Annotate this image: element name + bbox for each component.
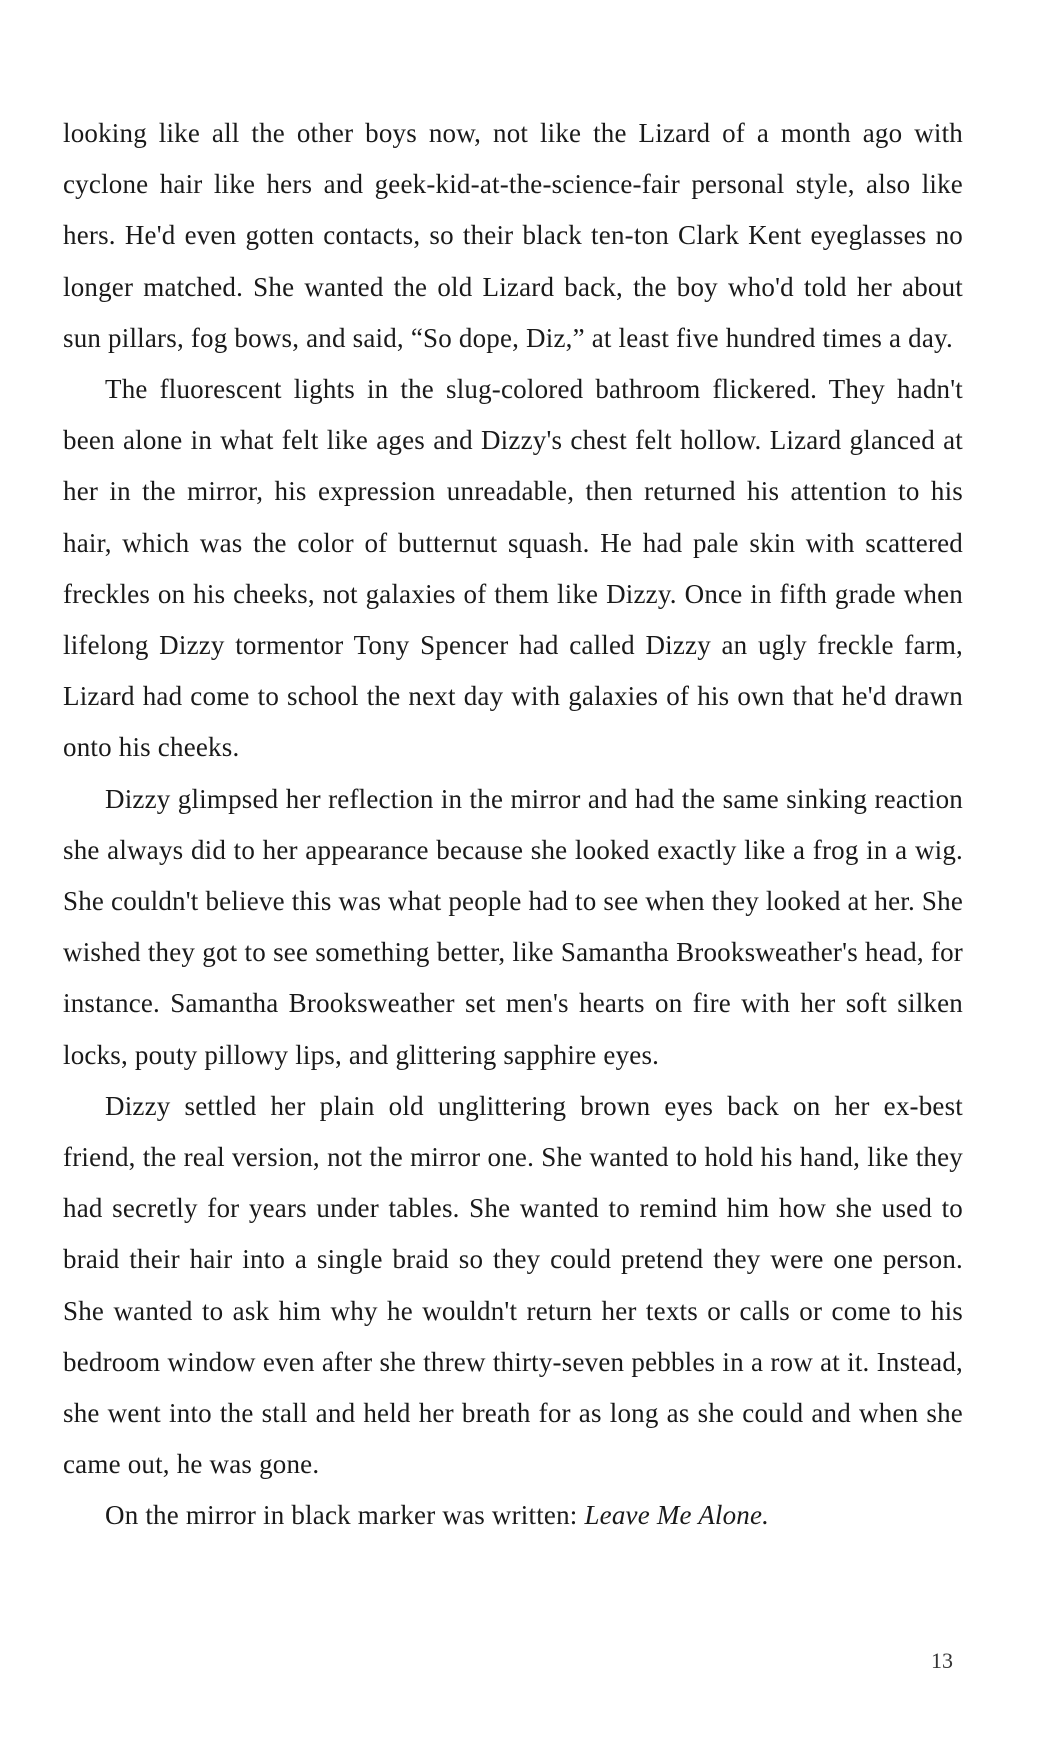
paragraph: Dizzy glimpsed her reflection in the mirror and had the same sinking reaction she always did to her appearance because she looked exactly like a frog in a wig. She couldn't believe this was what people had to see when they looked at her. She wished they got to see something better, like Samantha Brooksweather's head, for instance. Samantha Brooksweather set men's hearts on fire with her soft silken locks, pouty pillowy lips, and glittering sapphire eyes. bbox=[63, 783, 963, 1070]
paragraph: Dizzy settled her plain old unglittering brown eyes back on her ex-best friend, the real version, not the mirror one. She wanted to hold his hand, like they had secretly for years under tables. She wanted to remind him how she used to braid their hair into a single braid so they could pretend they were one person. She wanted to ask him why he wouldn't return her texts or calls or come to his bedroom window even after she threw thirty-seven pebbles in a row at it. Instead, she went into the stall and held her breath for as long as she could and when she came out, he was gone. bbox=[63, 1090, 963, 1480]
paragraph: looking like all the other boys now, not like the Lizard of a month ago with cyclone hair like hers and geek-kid-at-the-science-fair personal style, also like hers. He'd even gotten contacts, so their black ten-ton Clark Kent eyeglasses no longer matched. She wanted the old Lizard back, the boy who'd told her about sun pillars, fog bows, and said, “So dope, Diz,” at least five hundred times a day. bbox=[63, 118, 963, 353]
closing-paragraph bbox=[63, 1490, 963, 1541]
mirror-message: Leave Me Alone. bbox=[584, 1500, 770, 1531]
closing-lead-text: On the mirror in black marker was written: bbox=[105, 1500, 585, 1531]
page-number: 13 bbox=[931, 1648, 953, 1673]
body-text bbox=[63, 108, 963, 1542]
paragraph: The fluorescent lights in the slug-colored bathroom flickered. They hadn't been alone in what felt like ages and Dizzy's chest felt hollow. Lizard glanced at her in the mirror, his expression unreadable, then returned his attention to his hair, which was the color of butternut squash. He had pale skin with scattered freckles on his cheeks, not galaxies of them like Dizzy. Once in fifth grade when lifelong Dizzy tormentor Tony Spencer had called Dizzy an ugly freckle farm, Lizard had come to school the next day with galaxies of his own that he'd drawn onto his cheeks. bbox=[63, 374, 963, 763]
